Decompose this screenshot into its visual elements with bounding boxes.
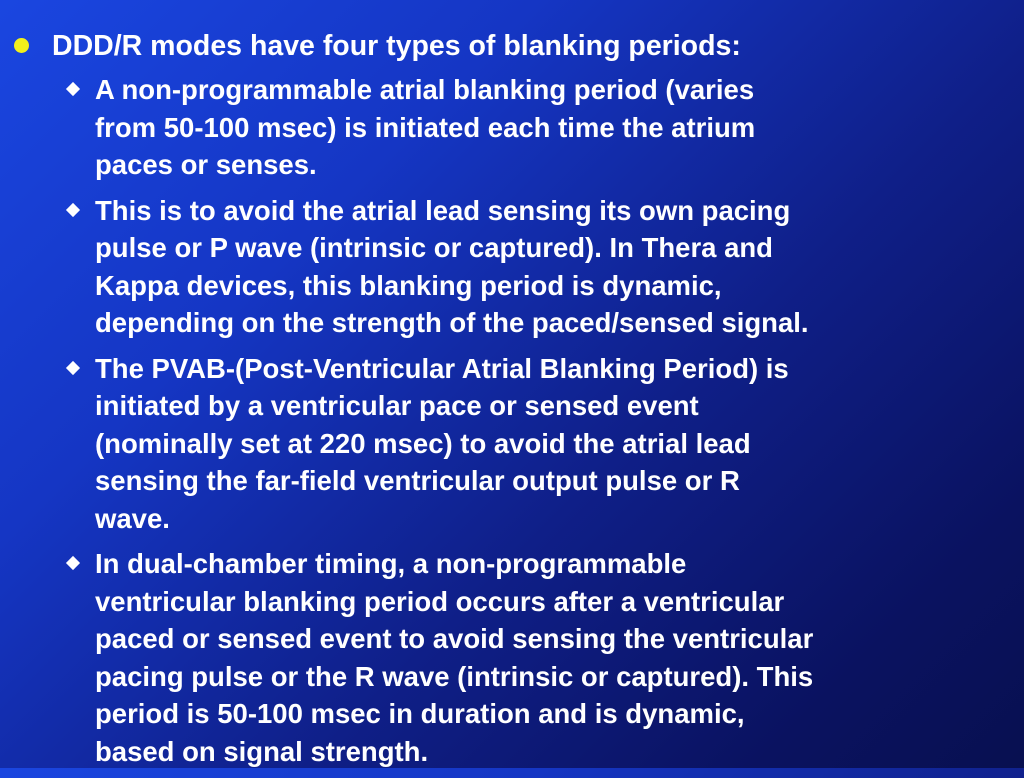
sub-bullet-line: from 50-100 msec) is initiated each time the atrium bbox=[95, 111, 756, 143]
sub-bullet-item bbox=[64, 350, 1014, 538]
sub-bullet-list bbox=[64, 71, 1014, 778]
sub-bullet-item bbox=[64, 545, 1014, 770]
sub-bullet-line: This is to avoid the atrial lead sensing its own pacing bbox=[95, 194, 791, 226]
sub-bullet-line: Kappa devices, this blanking period is dynamic, bbox=[95, 269, 722, 301]
sub-bullet-line: (nominally set at 220 msec) to avoid the atrial lead bbox=[95, 427, 751, 459]
diamond-bullet-icon bbox=[66, 556, 80, 570]
sub-bullet-line: paced or sensed event to avoid sensing the ventricular bbox=[95, 623, 814, 654]
sub-bullet-item bbox=[64, 71, 1014, 184]
diamond-bullet-icon bbox=[66, 202, 80, 216]
sub-bullet-line: initiated by a ventricular pace or sensed event bbox=[95, 390, 699, 421]
sub-bullet-line: ventricular blanking period occurs after a ventricular bbox=[95, 585, 785, 617]
sub-bullet-line: In dual-chamber timing, a non-programmable bbox=[95, 548, 687, 579]
sub-bullet-line: A non-programmable atrial blanking period (varies bbox=[95, 74, 755, 105]
diamond-bullet-icon bbox=[66, 82, 80, 96]
circle-bullet-icon bbox=[14, 38, 29, 53]
diamond-bullet-icon bbox=[66, 360, 80, 374]
sub-bullet-item bbox=[64, 192, 1014, 342]
sub-bullet-line: wave. bbox=[95, 502, 170, 534]
sub-bullet-line: based on signal strength. bbox=[95, 735, 429, 767]
sub-bullet-line: The PVAB-(Post-Ventricular Atrial Blanking Period) is bbox=[95, 352, 789, 384]
sub-bullet-line: depending on the strength of the paced/sensed signal. bbox=[95, 307, 809, 338]
main-bullet-text: DDD/R modes have four types of blanking periods: bbox=[52, 30, 741, 62]
sub-bullet-line: sensing the far-field ventricular output pulse or R bbox=[95, 465, 740, 496]
sub-bullet-line: pacing pulse or the R wave (intrinsic or captured). This bbox=[95, 660, 814, 692]
sub-bullet-line: period is 50-100 msec in duration and is dynamic, bbox=[95, 698, 745, 729]
sub-bullet-line: paces or senses. bbox=[95, 149, 317, 180]
sub-bullet-line: pulse or P wave (intrinsic or captured). In Thera and bbox=[95, 232, 773, 263]
